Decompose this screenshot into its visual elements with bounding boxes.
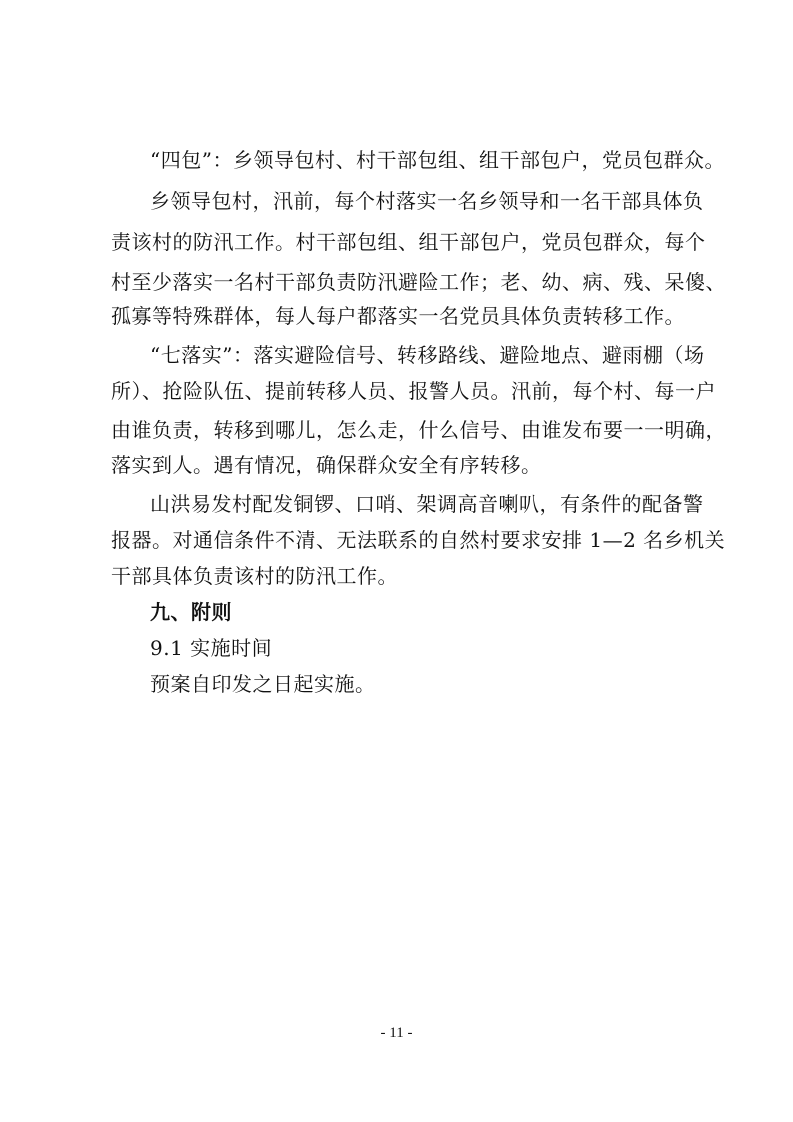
- paragraph-alarm-equipment-line-1: 山洪易发村配发铜锣、口哨、架调高音喇叭，有条件的配备警: [150, 492, 704, 516]
- paragraph-township-leader-line-2: 责该村的防汛工作。村干部包组、组干部包户，党员包群众，每个: [111, 230, 706, 254]
- paragraph-seven-implementations-line-1: “七落实”：落实避险信号、转移路线、避险地点、避雨棚（场: [150, 343, 705, 367]
- section-heading-supplementary-provisions: 九、附则: [150, 600, 232, 624]
- paragraph-alarm-equipment-line-2: 报器。对通信条件不清、无法联系的自然村要求安排 1—2 名乡机关: [111, 528, 726, 552]
- paragraph-township-leader-line-4: 孤寡等特殊群体，每人每户都落实一名党员具体负责转移工作。: [111, 304, 685, 328]
- paragraph-seven-implementations-line-4: 落实到人。遇有情况，确保群众安全有序转移。: [111, 453, 542, 477]
- paragraph-seven-implementations-line-3: 由谁负责，转移到哪儿，怎么走，什么信号、由谁发布要一一明确，: [111, 418, 726, 442]
- paragraph-township-leader-line-3: 村至少落实一名村干部负责防汛避险工作；老、幼、病、残、呆傻、: [111, 270, 726, 294]
- implementation-time-text: 预案自印发之日起实施。: [150, 672, 376, 696]
- page-number: - 11 -: [380, 1025, 413, 1041]
- subsection-heading-implementation-time: 9.1 实施时间: [150, 636, 273, 660]
- paragraph-township-leader-line-1: 乡领导包村，汛前，每个村落实一名乡领导和一名干部具体负: [150, 189, 704, 213]
- paragraph-seven-implementations-line-2: 所）、抢险队伍、提前转移人员、报警人员。汛前，每个村、每一户: [111, 379, 716, 403]
- paragraph-four-guarantees-line-1: “四包”：乡领导包村、村干部包组、组干部包户，党员包群众。: [150, 148, 725, 172]
- paragraph-alarm-equipment-line-3: 干部具体负责该村的防汛工作。: [111, 564, 398, 588]
